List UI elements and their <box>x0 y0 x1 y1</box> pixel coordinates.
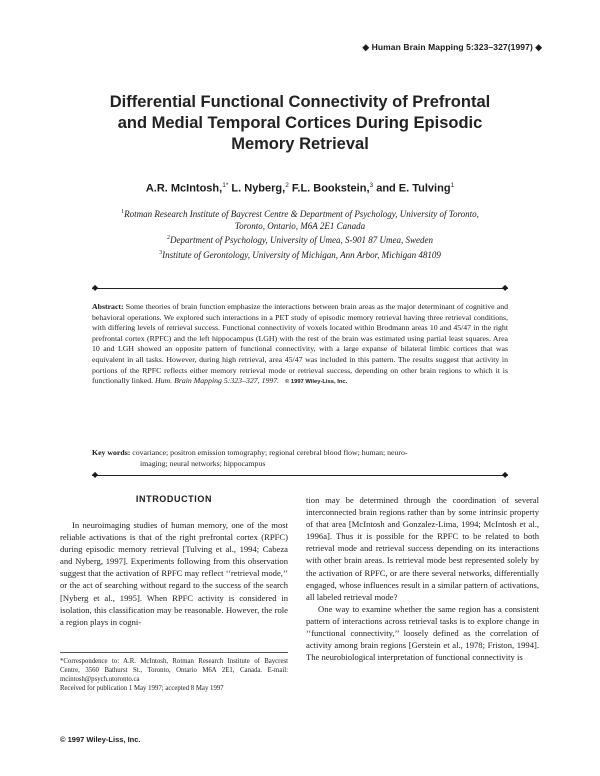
footnote <box>60 657 288 693</box>
footnote-rule <box>60 652 288 653</box>
abstract-citation: Hum. Brain Mapping 5:323–327, 1997. <box>155 376 280 386</box>
author-tulving-sup: 1 <box>450 182 455 189</box>
journal-header: ◆ Human Brain Mapping 5:323–327(1997) ◆ <box>362 42 542 52</box>
abstract-label: Abstract: <box>92 302 124 311</box>
author-nyberg: L. Nyberg, <box>228 182 286 195</box>
affiliations <box>60 206 540 261</box>
affiliation-3-sup: 3 <box>159 249 163 256</box>
abstract-bottom-rule <box>92 475 508 476</box>
author-nyberg-sup: 2 <box>285 182 289 189</box>
keywords-line-1: covariance; positron emission tomography; regional cerebral blood flow; human; neuro- <box>130 448 408 457</box>
intro-paragraph-2: tion may be determined through the coordination of several interconnected brain regions rather than by some intrinsic property of that area [McIntosh and Gonzalez-Lima, 1994; McIntosh et al., 1996a]. Thus it is possible for the RPFC to be related to both retrieval mode and retrieval success depending on its interactions with other brain areas. Is retrieval mode best represented solely by the activation of RPFC, or are there several networks, differentially engaged, whose influences result in a similar pattern of activations, all labeled retrieval mode? <box>306 495 539 602</box>
keywords-line-2: imaging; neural networks; hippocampus <box>140 458 266 468</box>
author-bookstein: F.L. Bookstein, <box>288 182 370 195</box>
title-line-3: Memory Retrieval <box>231 135 369 153</box>
intro-paragraph-3: One way to examine whether the same region has a consistent pattern of interactions across retrieval tasks is to explore change in ‘‘functional connectivity,’’ loosely defined as the correlation of activity among brain regions [Gerstein et al., 1978; Friston, 1994]. The neurobiological interpretation of functional connectivity is <box>306 603 539 663</box>
author-tulving: and E. Tulving <box>373 182 451 195</box>
diamond-icon: ◆ <box>502 470 509 479</box>
abstract <box>92 302 508 388</box>
affiliation-2-text: Department of Psychology, University of Umea, S-901 87 Umea, Sweden <box>170 235 433 246</box>
diamond-icon: ◆ <box>92 470 99 479</box>
author-bookstein-sup: 3 <box>369 182 374 189</box>
footnote-correspondence: *Correspondence to: A.R. McIntosh, Rotman Research Institute of Baycrest Centre, 3560 Bathurst St., Toronto, Ontario M6A 2E1, Canada. E-mail: mcintosh@psych.utoronto.ca <box>60 658 288 683</box>
abstract-text: Some theories of brain function emphasize the interactions between brain areas as the major determinant of cognitive and behavioral operations. We explored such interactions in a PET study of episodic memory retrieval having three retrieval conditions, with differing levels of retrieval success. Functional connectivity of voxels located within Brodmann areas 10 and 45/47 in the right prefrontal cortex (RPFC) and the left hippocampus (LGH) with the rest of the brain was estimated using partial least squares. Area 10 and LGH showed an opposite pattern of functional connectivity, with a large expanse of bilateral limbic cortices that was equivalent in all tasks. However, during high retrieval, area 45/47 was included in this pattern. The results suggest that activity in portions of the RPFC reflects either memory retrieval mode or retrieval success, depending on other brain regions to which it is functionally linked. <box>92 302 508 386</box>
intro-left-column <box>60 519 288 628</box>
keywords <box>92 448 508 469</box>
author-list <box>60 182 540 195</box>
intro-right-column <box>306 494 539 663</box>
affiliation-1-text: Rotman Research Institute of Baycrest Centre & Department of Psychology, University of Toronto, <box>124 209 479 219</box>
page-copyright: © 1997 Wiley-Liss, Inc. <box>60 735 141 744</box>
abstract-top-rule <box>92 288 508 289</box>
affiliation-2 <box>60 232 540 246</box>
title-line-1: Differential Functional Connectivity of Prefrontal <box>109 93 491 111</box>
abstract-copyright: © 1997 Wiley-Liss, Inc. <box>284 379 348 386</box>
author-mcintosh-sup: 1* <box>222 182 229 189</box>
diamond-icon: ◆ <box>92 283 99 292</box>
affiliation-3 <box>60 247 540 261</box>
title-line-2: and Medial Temporal Cortices During Episodic <box>117 114 483 132</box>
affiliation-1-cont: Toronto, Ontario, M6A 2E1 Canada <box>234 221 366 232</box>
affiliation-2-sup: 2 <box>167 235 171 242</box>
author-mcintosh: A.R. McIntosh, <box>145 182 223 195</box>
affiliation-1-sup: 1 <box>121 209 125 215</box>
affiliation-3-text: Institute of Gerontology, University of Michigan, Ann Arbor, Michigan 48109 <box>162 249 441 260</box>
keywords-label: Key words: <box>92 448 131 457</box>
paper-title <box>60 92 540 155</box>
intro-paragraph-1: In neuroimaging studies of human memory, one of the most reliable activations is that of the right prefrontal cortex (RPFC) during episodic memory retrieval [Tulving et al., 1994; Cabeza and Nyberg, 1997]. Experiments following from this observation suggest that the activation of RPFC may reflect ‘‘retrieval mode,’’ or the act of searching without regard to the success of the search [Nyberg et al., 1995]. When RPFC activity is considered in isolation, this classification may be reasonable. However, the role a region plays in cogni- <box>60 520 288 627</box>
affiliation-1 <box>60 206 540 220</box>
section-heading-introduction: INTRODUCTION <box>135 494 213 504</box>
footnote-received: Received for publication 1 May 1997; accepted 8 May 1997 <box>60 685 224 692</box>
diamond-icon: ◆ <box>502 283 509 292</box>
